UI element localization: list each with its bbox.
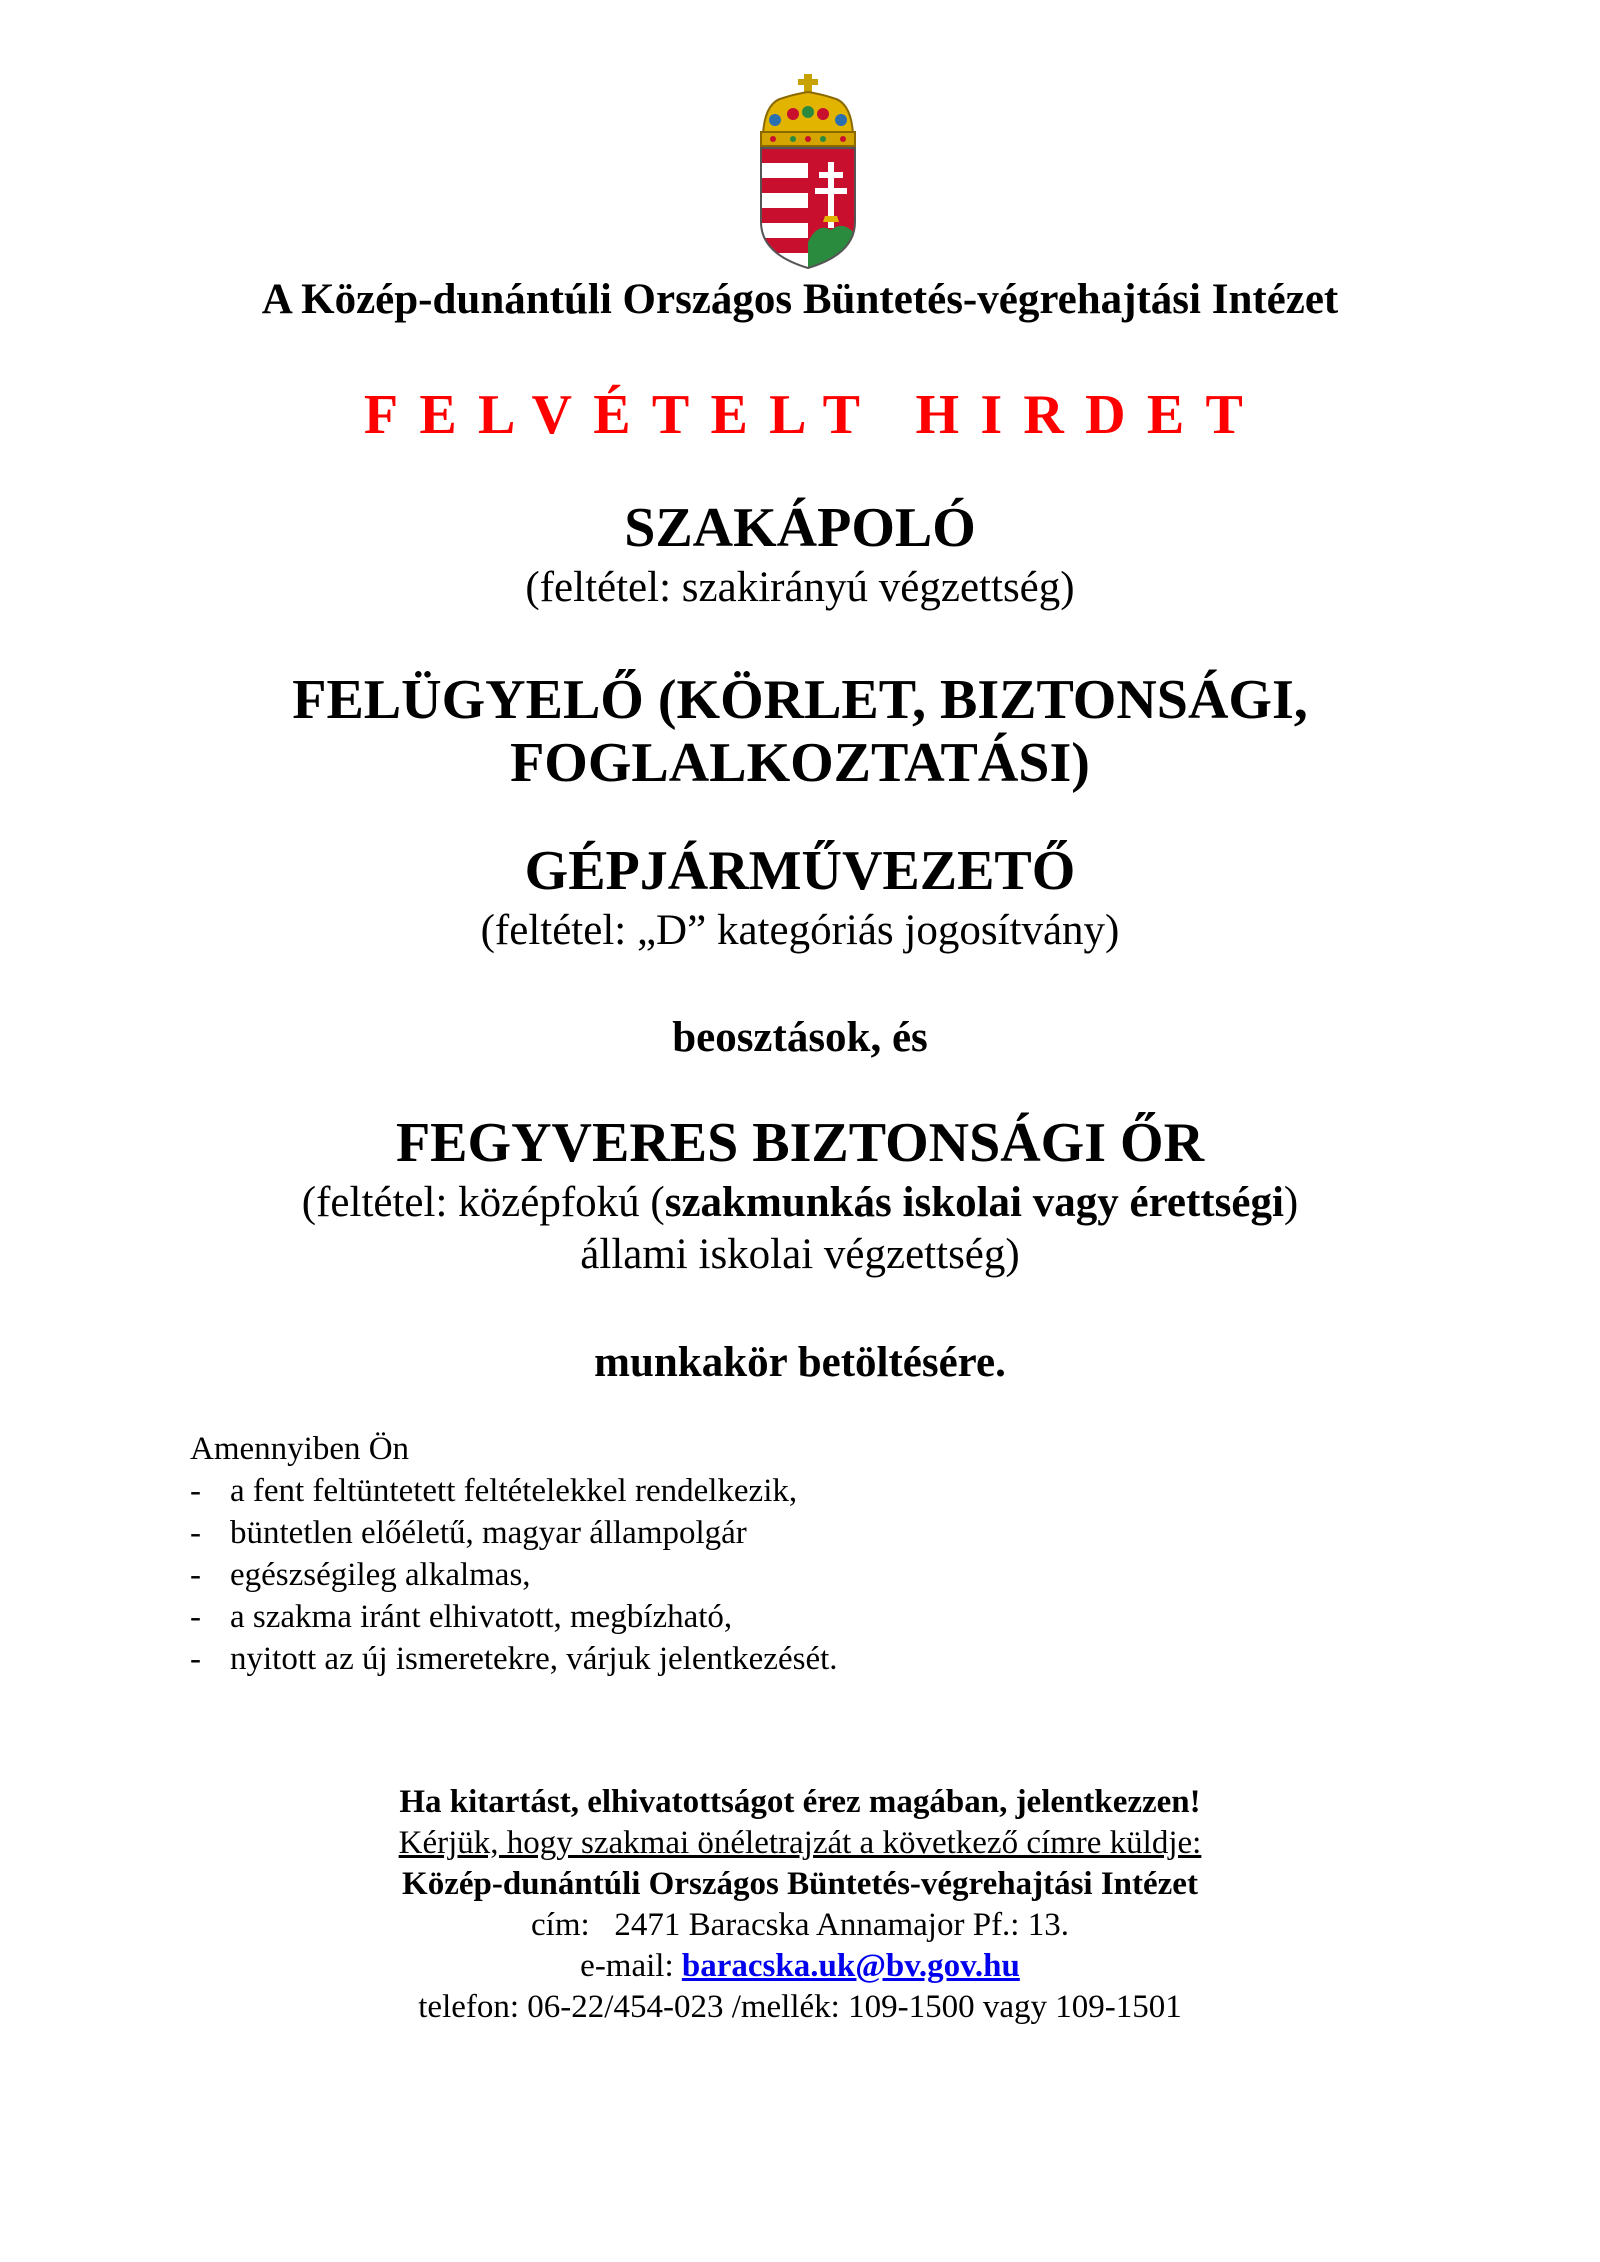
contact-email-line — [0, 1946, 1600, 1987]
list-item-text: egészségileg alkalmas, — [230, 1557, 531, 1593]
closing-text: munkakör betöltésére. — [594, 1339, 1006, 1386]
dash-marker: - — [190, 1473, 201, 1509]
contact-phone: telefon: 06-22/454-023 /mellék: 109-1500 vagy 109-1501 — [418, 1989, 1182, 2025]
connector-text: beosztások, és — [672, 1014, 928, 1061]
coat-of-arms-icon — [753, 72, 863, 270]
list-item — [190, 1470, 838, 1512]
position-title-nurse: SZAKÁPOLÓ — [624, 497, 976, 559]
contact-institution: Közép-dunántúli Országos Büntetés-végrehajtási Intézet — [402, 1866, 1198, 1902]
list-item — [190, 1554, 838, 1596]
condition-suffix: ) — [1283, 1179, 1299, 1226]
condition-prefix: (feltétel: középfokú ( — [301, 1179, 665, 1226]
email-link[interactable]: baracska.uk@bv.gov.hu — [681, 1948, 1020, 1984]
list-item-text: büntetlen előéletű, magyar állampolgár — [230, 1515, 747, 1551]
position-title-guard-line2: FOGLALKOZTATÁSI) — [510, 732, 1090, 794]
institution-title: A Közép-dunántúli Országos Büntetés-végrehajtási Intézet — [261, 276, 1339, 323]
dash-marker: - — [190, 1557, 201, 1593]
call-to-action: Ha kitartást, elhivatottságot érez magában, jelentkezzen! — [399, 1784, 1201, 1820]
position-title-driver: GÉPJÁRMŰVEZETŐ — [524, 840, 1076, 902]
contact-address: cím: 2471 Baracska Annamajor Pf.: 13. — [531, 1907, 1069, 1943]
headline: FELVÉTELT HIRDET — [363, 384, 1265, 446]
list-item-text: a fent feltüntetett feltételekkel rendelkezik, — [230, 1473, 798, 1509]
position-condition-driver: (feltétel: „D” kategóriás jogosítvány) — [480, 907, 1120, 954]
list-item — [190, 1512, 838, 1554]
list-item-text: nyitott az új ismeretekre, várjuk jelentkezését. — [230, 1641, 838, 1677]
list-item — [190, 1638, 838, 1680]
position-condition-nurse: (feltétel: szakirányú végzettség) — [525, 564, 1075, 611]
position-title-armed-guard: FEGYVERES BIZTONSÁGI ŐR — [395, 1112, 1205, 1174]
position-condition-armed-guard-line2: állami iskolai végzettség) — [580, 1231, 1020, 1278]
list-item-text: a szakma iránt elhivatott, megbízható, — [230, 1599, 733, 1635]
position-condition-armed-guard — [0, 1177, 1600, 1229]
requirements-intro: Amennyiben Ön — [190, 1431, 410, 1467]
requirements-list — [190, 1470, 838, 1680]
dash-marker: - — [190, 1641, 201, 1677]
condition-emphasis: szakmunkás iskolai vagy érettségi — [664, 1179, 1284, 1226]
list-item — [190, 1596, 838, 1638]
application-instruction: Kérjük, hogy szakmai önéletrajzát a következő címre küldje: — [398, 1825, 1202, 1861]
dash-marker: - — [190, 1599, 201, 1635]
dash-marker: - — [190, 1515, 201, 1551]
position-title-guard-line1: FELÜGYELŐ (KÖRLET, BIZTONSÁGI, — [292, 669, 1308, 731]
email-label: e-mail: — [580, 1948, 682, 1984]
